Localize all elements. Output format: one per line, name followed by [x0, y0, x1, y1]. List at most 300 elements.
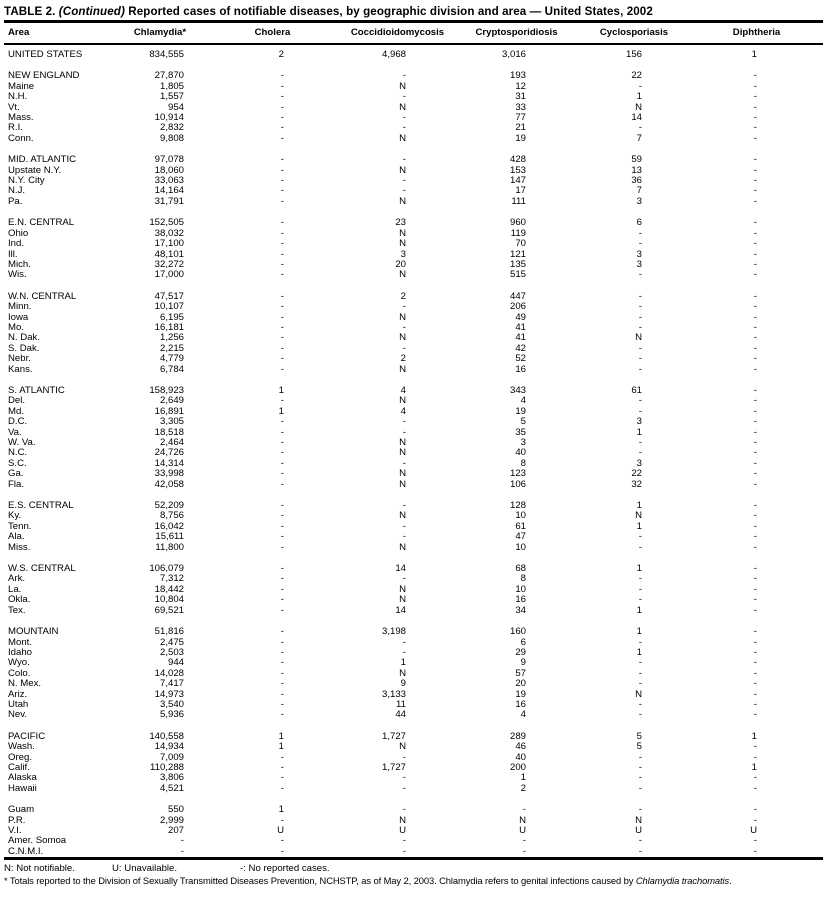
value-cell: - — [753, 70, 757, 82]
value-cell: 42,058 — [154, 478, 184, 490]
area-cell: D.C. — [8, 416, 28, 428]
footnote-species-name: Chlamydia trachomatis — [635, 875, 730, 887]
value-cell: 2,832 — [159, 122, 184, 134]
value-cell: 41 — [515, 332, 526, 344]
area-cell: Calif. — [8, 761, 30, 773]
table-row — [4, 417, 823, 427]
value-cell: - — [638, 835, 642, 847]
value-cell: 47,517 — [154, 290, 184, 302]
value-cell: - — [280, 657, 284, 669]
value-cell: 3,305 — [159, 416, 184, 428]
column-header-cryptosporidiosis: Cryptosporidiosis — [455, 22, 578, 45]
value-cell: N — [399, 101, 406, 113]
table-row — [4, 302, 823, 312]
value-cell: - — [753, 594, 757, 606]
value-cell: 289 — [509, 730, 526, 742]
table-row — [4, 71, 823, 81]
area-cell: Oreg. — [8, 751, 32, 763]
value-cell: 16 — [515, 363, 526, 375]
value-cell: - — [753, 426, 757, 438]
value-cell: N — [399, 510, 406, 522]
table-row — [4, 92, 823, 102]
value-cell: 10 — [515, 583, 526, 595]
area-cell: W. Va. — [8, 437, 36, 448]
footnote-period: . — [729, 875, 732, 887]
table-row — [4, 250, 823, 260]
value-cell: - — [280, 132, 284, 144]
value-cell: 954 — [167, 101, 184, 113]
value-cell: - — [753, 531, 757, 543]
value-cell: 33,998 — [154, 468, 184, 480]
area-cell: N.C. — [8, 447, 28, 459]
value-cell: 11,800 — [155, 541, 184, 553]
notifiable-diseases-table — [4, 20, 823, 860]
group-spacer — [4, 490, 823, 501]
table-row — [4, 44, 823, 60]
value-cell: U — [635, 825, 642, 836]
value-cell: - — [402, 636, 406, 648]
table-row — [4, 532, 823, 542]
table-row — [4, 82, 823, 92]
value-cell: N — [399, 594, 406, 606]
value-cell: 160 — [509, 626, 526, 638]
value-cell: - — [402, 835, 406, 847]
area-cell: N. Mex. — [8, 678, 42, 690]
value-cell: 10,107 — [154, 301, 184, 313]
table-row — [4, 113, 823, 123]
area-cell: Colo. — [8, 667, 31, 679]
value-cell: N — [399, 164, 406, 176]
value-cell: 135 — [509, 258, 526, 270]
value-cell: - — [280, 500, 284, 512]
value-cell: - — [402, 175, 406, 187]
area-cell: Ky. — [8, 510, 22, 522]
area-cell: Kans. — [8, 363, 33, 375]
area-cell: Minn. — [8, 301, 32, 313]
value-cell: 14 — [395, 563, 406, 575]
value-cell: 61 — [515, 520, 526, 532]
area-cell: E.N. CENTRAL — [8, 217, 75, 229]
value-cell: 3,806 — [159, 772, 184, 784]
value-cell: - — [753, 804, 757, 816]
table-row — [4, 103, 823, 113]
value-cell: 70 — [515, 238, 526, 250]
value-cell: - — [638, 122, 642, 134]
value-cell: 200 — [509, 761, 526, 773]
value-cell: 40 — [515, 447, 526, 459]
value-cell: - — [280, 468, 284, 480]
value-cell: - — [753, 91, 757, 103]
table-row — [4, 386, 823, 396]
value-cell: 3 — [636, 195, 642, 207]
area-cell: NEW ENGLAND — [8, 70, 80, 82]
table-row — [4, 669, 823, 679]
value-cell: - — [180, 845, 184, 857]
value-cell: 32,272 — [154, 258, 184, 270]
group-spacer — [4, 144, 823, 155]
value-cell: U — [399, 825, 406, 836]
value-cell: 158,923 — [149, 384, 184, 396]
value-cell: N — [399, 667, 406, 679]
value-cell: - — [402, 70, 406, 82]
value-cell: 10 — [515, 510, 526, 522]
value-cell: - — [753, 688, 757, 700]
value-cell: 4,968 — [381, 49, 406, 60]
area-cell: UNITED STATES — [8, 49, 83, 60]
value-cell: - — [753, 845, 757, 857]
table-row — [4, 847, 823, 859]
value-cell: 1,557 — [159, 91, 184, 103]
value-cell: - — [280, 164, 284, 176]
value-cell: - — [280, 227, 284, 239]
value-cell: - — [638, 594, 642, 606]
value-cell: - — [280, 541, 284, 553]
value-cell: 1 — [400, 657, 406, 669]
table-row — [4, 323, 823, 333]
value-cell: N — [399, 80, 406, 92]
value-cell: - — [402, 751, 406, 763]
value-cell: 16 — [515, 698, 526, 710]
value-cell: - — [638, 583, 642, 595]
value-cell: 1 — [636, 626, 642, 638]
value-cell: 8,756 — [159, 510, 184, 522]
value-cell: - — [753, 227, 757, 239]
value-cell: - — [753, 468, 757, 480]
value-cell: - — [402, 782, 406, 794]
value-cell: - — [280, 688, 284, 700]
table-row — [4, 176, 823, 186]
area-cell: Upstate N.Y. — [8, 164, 62, 176]
value-cell: - — [402, 804, 406, 816]
value-cell: - — [402, 845, 406, 857]
value-cell: U — [277, 825, 284, 836]
value-cell: - — [753, 814, 757, 826]
value-cell: 1 — [751, 730, 757, 742]
value-cell: 14,934 — [154, 741, 184, 753]
table-row — [4, 784, 823, 794]
value-cell: U — [750, 825, 757, 836]
area-cell: Tex. — [8, 604, 26, 616]
table-header — [4, 22, 823, 45]
table-title — [0, 0, 827, 20]
table-row — [4, 197, 823, 207]
value-cell: - — [753, 175, 757, 187]
value-cell: N — [635, 101, 642, 113]
value-cell: N — [635, 332, 642, 344]
value-cell: 156 — [625, 49, 642, 60]
table-row — [4, 805, 823, 815]
value-cell: 34 — [515, 604, 526, 616]
value-cell: 13 — [631, 164, 642, 176]
value-cell: - — [402, 500, 406, 512]
area-cell: Utah — [8, 698, 29, 710]
value-cell: 49 — [515, 311, 526, 323]
table-row — [4, 595, 823, 605]
value-cell: 17,000 — [154, 269, 184, 281]
value-cell: 7,009 — [159, 751, 184, 763]
value-cell: - — [280, 353, 284, 365]
value-cell: 20 — [515, 678, 526, 690]
value-cell: - — [280, 772, 284, 784]
value-cell: 7,312 — [159, 573, 184, 585]
value-cell: - — [280, 478, 284, 490]
value-cell: 59 — [631, 154, 642, 166]
value-cell: 33,063 — [154, 175, 184, 187]
group-spacer — [4, 281, 823, 292]
value-cell: - — [638, 709, 642, 721]
value-cell: - — [280, 457, 284, 469]
area-cell: Fla. — [8, 478, 24, 490]
value-cell: - — [638, 80, 642, 92]
table-row — [4, 753, 823, 763]
value-cell: - — [280, 154, 284, 166]
value-cell: 152,505 — [149, 217, 184, 229]
value-cell: - — [638, 447, 642, 459]
value-cell: - — [753, 269, 757, 281]
value-cell: - — [638, 541, 642, 553]
group-spacer — [4, 616, 823, 627]
column-header-diphtheria: Diphtheria — [690, 22, 823, 45]
value-cell: - — [280, 238, 284, 250]
value-cell: 3 — [520, 437, 526, 448]
value-cell: - — [638, 845, 642, 857]
value-cell: 51,816 — [154, 626, 184, 638]
value-cell: 4 — [400, 384, 406, 396]
value-cell: N — [635, 688, 642, 700]
value-cell: N — [399, 269, 406, 281]
value-cell: 19 — [515, 132, 526, 144]
value-cell: - — [638, 772, 642, 784]
value-cell: - — [280, 416, 284, 428]
value-cell: 2 — [400, 353, 406, 365]
value-cell: 1,805 — [159, 80, 184, 92]
value-cell: - — [280, 531, 284, 543]
table-row — [4, 448, 823, 458]
value-cell: 1 — [520, 772, 526, 784]
value-cell: 57 — [515, 667, 526, 679]
area-cell: Ala. — [8, 531, 25, 543]
table-row — [4, 407, 823, 417]
table-row — [4, 816, 823, 826]
value-cell: 9,808 — [159, 132, 184, 144]
table-body — [4, 44, 823, 859]
area-cell: Okla. — [8, 594, 31, 606]
value-cell: - — [280, 520, 284, 532]
table-row — [4, 710, 823, 720]
value-cell: - — [753, 573, 757, 585]
value-cell: - — [753, 667, 757, 679]
value-cell: - — [753, 500, 757, 512]
column-header-cyclosporiasis: Cyclosporiasis — [578, 22, 690, 45]
value-cell: - — [280, 426, 284, 438]
value-cell: 1 — [751, 761, 757, 773]
area-cell: Vt. — [8, 101, 20, 113]
value-cell: - — [280, 175, 284, 187]
value-cell: - — [280, 301, 284, 313]
value-cell: 106,079 — [149, 563, 184, 575]
value-cell: - — [280, 447, 284, 459]
value-cell: N — [399, 132, 406, 144]
table-row — [4, 218, 823, 228]
value-cell: - — [753, 626, 757, 638]
value-cell: N — [399, 332, 406, 344]
table-row — [4, 690, 823, 700]
area-cell: Mass. — [8, 112, 34, 124]
value-cell: 19 — [515, 405, 526, 417]
value-cell: 1,727 — [381, 761, 406, 773]
table-row — [4, 239, 823, 249]
value-cell: 5 — [636, 741, 642, 753]
value-cell: 207 — [167, 825, 184, 836]
value-cell: - — [280, 604, 284, 616]
value-cell: 19 — [515, 688, 526, 700]
value-cell: 2 — [400, 290, 406, 302]
table-row — [4, 627, 823, 637]
value-cell: - — [638, 782, 642, 794]
value-cell: - — [638, 353, 642, 365]
value-cell: - — [753, 248, 757, 260]
value-cell: 44 — [395, 709, 406, 721]
value-cell: 48,101 — [154, 248, 184, 260]
value-cell: 147 — [509, 175, 526, 187]
value-cell: - — [638, 751, 642, 763]
value-cell: - — [402, 112, 406, 124]
area-cell: S. Dak. — [8, 342, 40, 354]
table-row — [4, 438, 823, 448]
value-cell: - — [638, 531, 642, 543]
value-cell: 193 — [509, 70, 526, 82]
value-cell: - — [280, 835, 284, 847]
area-cell: N.H. — [8, 91, 28, 103]
value-cell: 29 — [515, 646, 526, 658]
group-spacer — [4, 207, 823, 218]
value-cell: 1 — [636, 91, 642, 103]
value-cell: 6 — [636, 217, 642, 229]
value-cell: - — [280, 698, 284, 710]
value-cell: 17 — [515, 185, 526, 197]
value-cell: - — [402, 772, 406, 784]
value-cell: - — [638, 269, 642, 281]
value-cell: 4,521 — [159, 782, 184, 794]
value-cell: 960 — [509, 217, 526, 229]
value-cell: 14 — [395, 604, 406, 616]
value-cell: 2,464 — [159, 437, 184, 448]
value-cell: 1 — [278, 384, 284, 396]
table-row — [4, 134, 823, 144]
value-cell: 1 — [278, 730, 284, 742]
value-cell: 2,475 — [159, 636, 184, 648]
value-cell: 7 — [636, 185, 642, 197]
table-title-label: TABLE 2. — [4, 5, 59, 18]
value-cell: 110,288 — [150, 761, 184, 773]
table-row — [4, 679, 823, 689]
value-cell: 6,195 — [159, 311, 184, 323]
area-cell: N. Dak. — [8, 332, 40, 344]
value-cell: - — [280, 594, 284, 606]
value-cell: 31,791 — [154, 195, 184, 207]
value-cell: - — [280, 91, 284, 103]
value-cell: N — [399, 478, 406, 490]
value-cell: - — [180, 835, 184, 847]
table-row — [4, 344, 823, 354]
value-cell: N — [635, 510, 642, 522]
group-spacer — [4, 60, 823, 71]
value-cell: - — [638, 698, 642, 710]
table-row — [4, 826, 823, 836]
value-cell: 140,558 — [149, 730, 184, 742]
value-cell: 47 — [515, 531, 526, 543]
value-cell: 3,198 — [381, 626, 406, 638]
area-cell: E.S. CENTRAL — [8, 500, 74, 512]
area-cell: Hawaii — [8, 782, 37, 794]
value-cell: 11 — [396, 698, 406, 710]
value-cell: 22 — [631, 468, 642, 480]
table-row — [4, 354, 823, 364]
value-cell: - — [280, 185, 284, 197]
value-cell: - — [280, 101, 284, 113]
value-cell: 1,256 — [159, 332, 184, 344]
value-cell: - — [753, 678, 757, 690]
value-cell: - — [402, 321, 406, 333]
value-cell: - — [753, 541, 757, 553]
value-cell: 3 — [400, 248, 406, 260]
table-row — [4, 260, 823, 270]
value-cell: 1 — [751, 49, 757, 60]
value-cell: 4 — [520, 709, 526, 721]
value-cell: 6,784 — [159, 363, 184, 375]
value-cell: 1 — [636, 646, 642, 658]
value-cell: 16,042 — [154, 520, 184, 532]
area-cell: La. — [8, 583, 22, 595]
group-spacer — [4, 375, 823, 386]
value-cell: - — [753, 101, 757, 113]
value-cell: - — [280, 217, 284, 229]
value-cell: - — [402, 520, 406, 532]
value-cell: N — [399, 195, 406, 207]
value-cell: - — [280, 636, 284, 648]
value-cell: N — [399, 227, 406, 239]
value-cell: 38,032 — [154, 227, 184, 239]
legend-unavailable: U: Unavailable. — [112, 863, 178, 875]
table-row — [4, 313, 823, 323]
value-cell: - — [753, 478, 757, 490]
table-row — [4, 648, 823, 658]
area-cell: Ark. — [8, 573, 26, 585]
value-cell: - — [753, 395, 757, 407]
value-cell: - — [753, 698, 757, 710]
value-cell: 119 — [510, 227, 526, 239]
table-row — [4, 333, 823, 343]
value-cell: - — [280, 395, 284, 407]
value-cell: - — [280, 563, 284, 575]
value-cell: 14,028 — [154, 667, 184, 679]
column-header-coccidioidomycosis: Coccidioidomycosis — [340, 22, 455, 45]
value-cell: 1 — [636, 426, 642, 438]
value-cell: - — [753, 301, 757, 313]
value-cell: - — [280, 573, 284, 585]
value-cell: 4 — [520, 395, 526, 407]
table-row — [4, 700, 823, 710]
value-cell: - — [638, 804, 642, 816]
table-row — [4, 270, 823, 280]
area-cell: P.R. — [8, 814, 26, 826]
value-cell: 18,442 — [154, 583, 184, 595]
value-cell: 52,209 — [154, 500, 184, 512]
area-cell: N.Y. City — [8, 175, 45, 187]
column-header-area: Area — [4, 22, 115, 45]
area-cell: Amer. Somoa — [8, 835, 67, 847]
value-cell: - — [753, 646, 757, 658]
